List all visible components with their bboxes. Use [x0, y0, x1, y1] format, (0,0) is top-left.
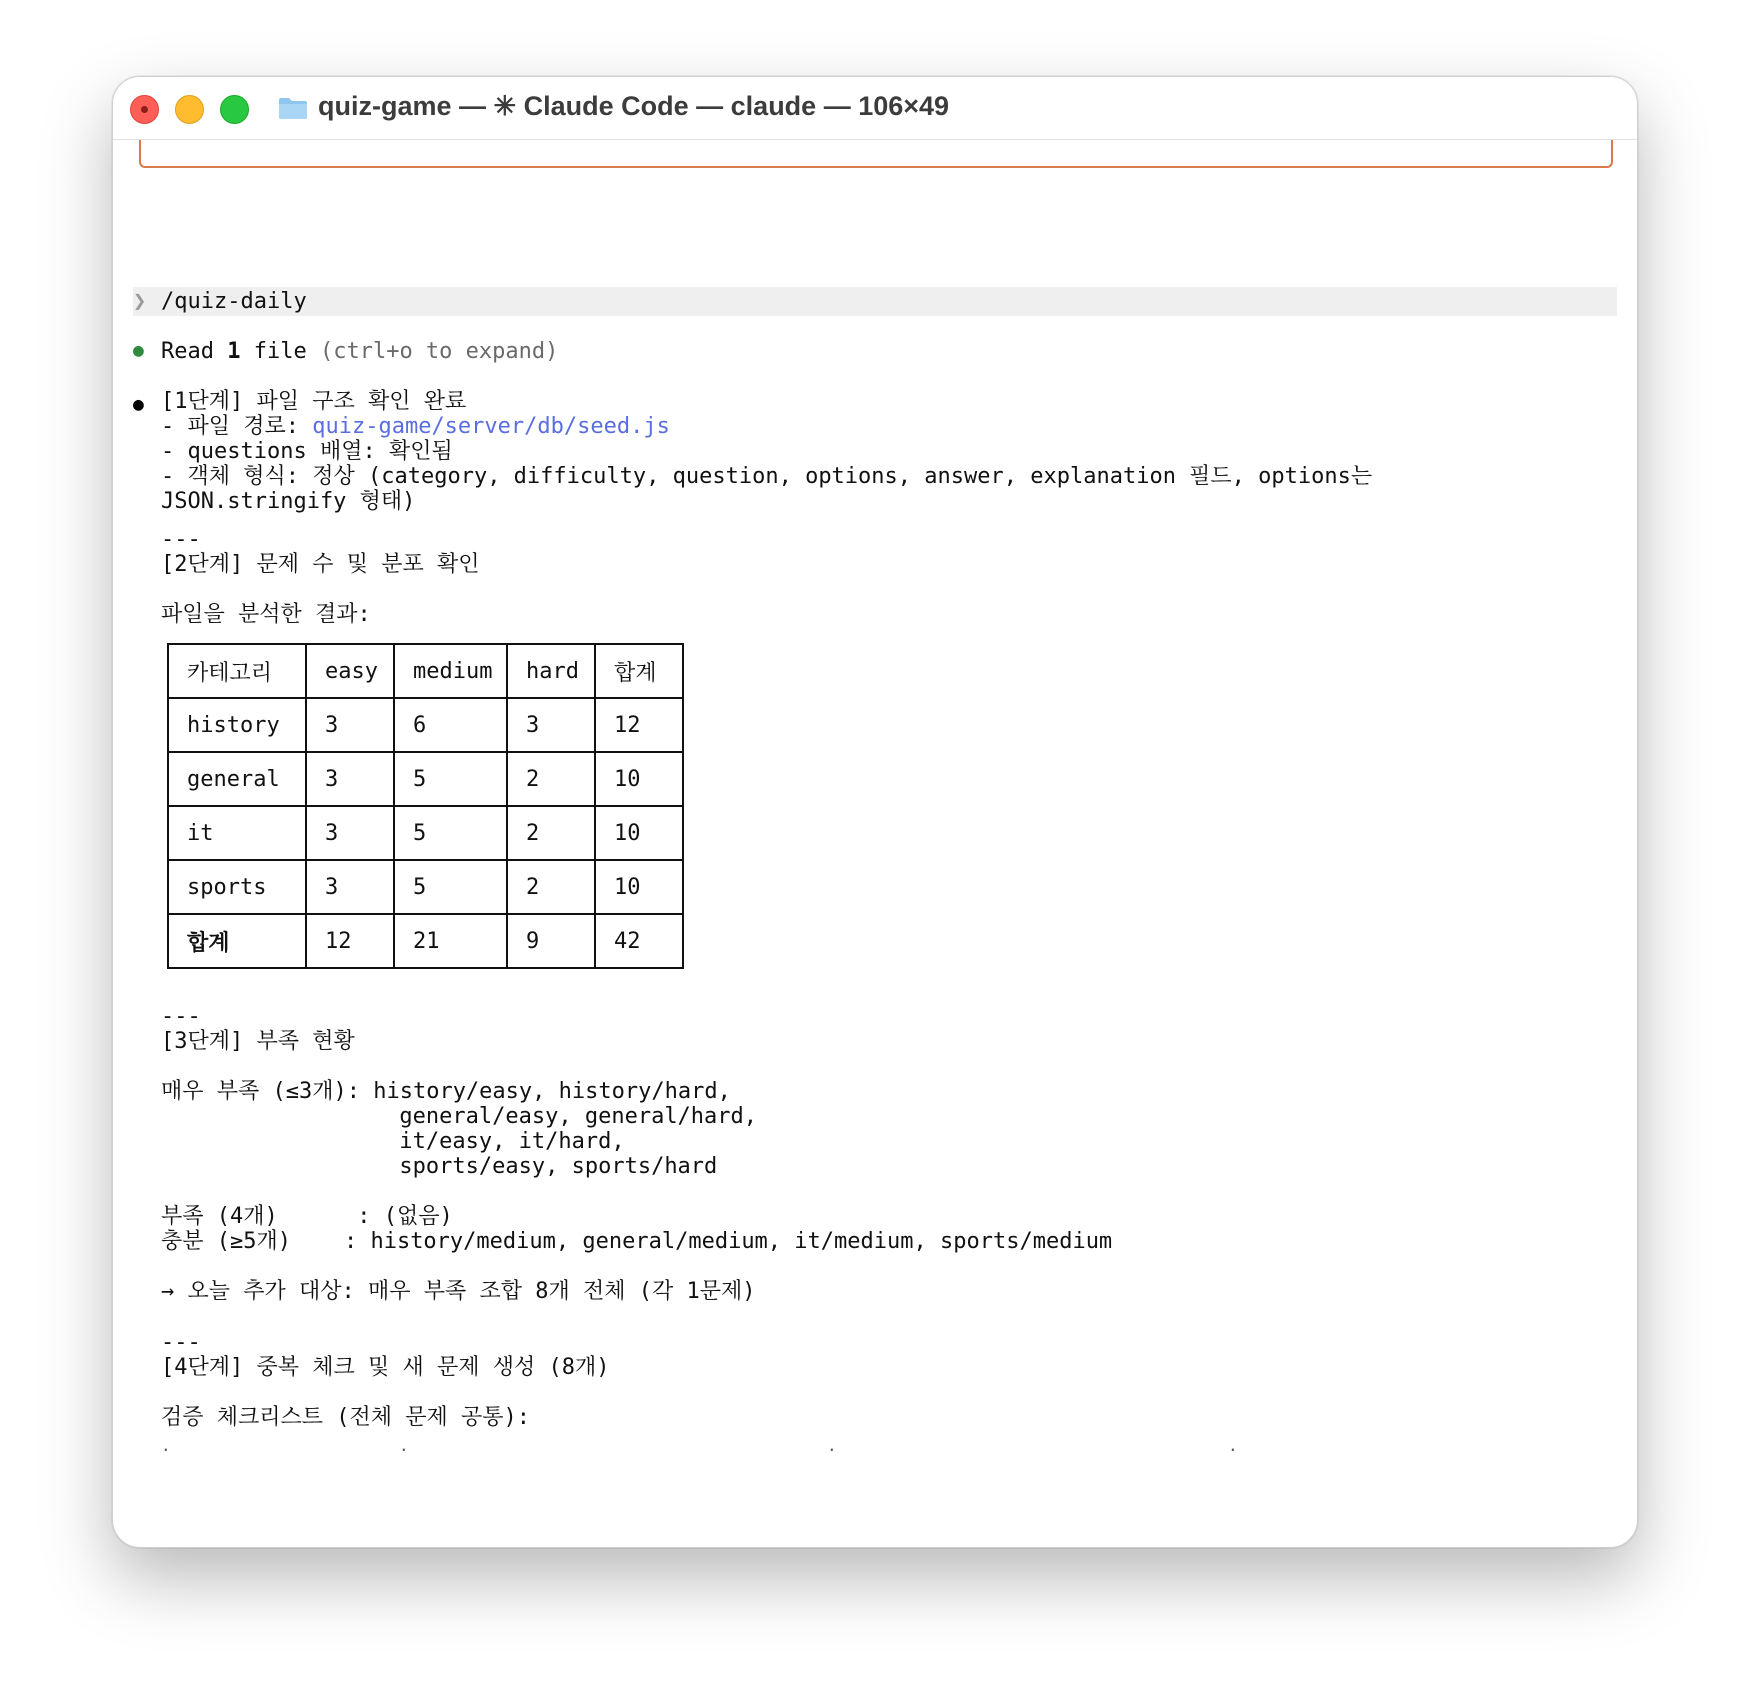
window-title: quiz-game — ✳ Claude Code — claude — 106×49	[318, 91, 950, 121]
table-header-cell: medium	[394, 644, 507, 698]
table-cell: 5	[394, 752, 507, 806]
expand-hint: (ctrl+o to expand)	[319, 339, 559, 364]
table-cell: 3	[306, 752, 394, 806]
table-cell: general	[168, 752, 306, 806]
truncated-mark: .	[1228, 1436, 1238, 1455]
table-cell: 3	[306, 698, 394, 752]
table-total-cell: 12	[306, 914, 394, 968]
folder-icon	[278, 96, 308, 120]
table-total-row	[168, 914, 683, 968]
table-header-cell: easy	[306, 644, 394, 698]
table-cell: sports	[168, 860, 306, 914]
distribution-table	[167, 643, 684, 969]
truncated-mark: .	[161, 1436, 171, 1455]
enough-line: 충분 (≥5개) : history/medium, general/medium, it/medium, sports/medium	[161, 1229, 1113, 1254]
read-prefix: Read	[161, 339, 228, 364]
divider: ---	[161, 1330, 201, 1355]
table-total-cell: 9	[507, 914, 595, 968]
step2-heading: [2단계] 문제 수 및 분포 확인	[161, 552, 480, 577]
table-cell: 6	[394, 698, 507, 752]
file-path-label: - 파일 경로:	[161, 414, 313, 439]
file-path-link[interactable]: quiz-game/server/db/seed.js	[312, 414, 670, 439]
very-short-line-1: 매우 부족 (≤3개): history/easy, history/hard,	[161, 1079, 731, 1104]
command-row-highlight	[133, 287, 1617, 316]
terminal-content[interactable]	[113, 140, 1637, 1547]
target-line: → 오늘 추가 대상: 매우 부족 조합 8개 전체 (각 1문제)	[161, 1279, 756, 1304]
title-bar	[113, 77, 1637, 140]
prompt-chevron-icon: ❯	[133, 289, 147, 314]
table-cell: 5	[394, 806, 507, 860]
zoom-button[interactable]	[220, 95, 249, 124]
table-header-cell: hard	[507, 644, 595, 698]
truncated-mark: .	[827, 1436, 837, 1455]
table-cell: it	[168, 806, 306, 860]
read-status-line	[161, 338, 558, 366]
array-line: - questions 배열: 확인됨	[161, 439, 453, 464]
table-cell: 10	[595, 860, 683, 914]
divider: ---	[161, 1004, 201, 1029]
table-header-cell: 카테고리	[168, 644, 306, 698]
very-short-line-2: general/easy, general/hard,	[161, 1104, 758, 1129]
message-bullet-icon: ●	[133, 394, 144, 415]
table-total-cell: 21	[394, 914, 507, 968]
short-line: 부족 (4개) : (없음)	[161, 1204, 453, 1229]
table-cell: 3	[306, 806, 394, 860]
object-format-line: - 객체 형식: 정상 (category, difficulty, question, options, answer, explanation 필드, options는	[161, 464, 1373, 489]
command-text: /quiz-daily	[161, 289, 307, 314]
table-row	[168, 860, 683, 914]
table-header-cell: 합계	[595, 644, 683, 698]
table-total-cell: 42	[595, 914, 683, 968]
table-cell: 12	[595, 698, 683, 752]
read-word: file	[240, 339, 320, 364]
table-cell: 3	[306, 860, 394, 914]
table-row	[168, 806, 683, 860]
table-cell: 3	[507, 698, 595, 752]
very-short-line-4: sports/easy, sports/hard	[161, 1154, 718, 1179]
table-cell: history	[168, 698, 306, 752]
step3-heading: [3단계] 부족 현황	[161, 1029, 355, 1054]
analysis-intro: 파일을 분석한 결과:	[161, 602, 371, 627]
table-cell: 2	[507, 752, 595, 806]
file-path-line	[161, 413, 670, 441]
read-count: 1	[227, 339, 241, 364]
minimize-button[interactable]	[175, 95, 204, 124]
table-cell: 10	[595, 806, 683, 860]
step1-heading: [1단계] 파일 구조 확인 완료	[161, 389, 467, 414]
table-row	[168, 752, 683, 806]
terminal-window	[112, 76, 1638, 1548]
very-short-line-3: it/easy, it/hard,	[161, 1129, 625, 1154]
table-cell: 5	[394, 860, 507, 914]
table-cell: 2	[507, 860, 595, 914]
close-button[interactable]	[130, 95, 159, 124]
table-cell: 10	[595, 752, 683, 806]
step4-heading: [4단계] 중복 체크 및 새 문제 생성 (8개)	[161, 1355, 610, 1380]
truncated-mark: .	[399, 1436, 409, 1455]
divider: ---	[161, 527, 201, 552]
object-format-line-2: JSON.stringify 형태)	[161, 489, 416, 514]
checklist-heading: 검증 체크리스트 (전체 문제 공통):	[161, 1405, 530, 1430]
table-row	[168, 698, 683, 752]
table-header-row	[168, 644, 683, 698]
table-cell: 2	[507, 806, 595, 860]
table-total-cell: 합계	[168, 914, 306, 968]
input-box-border	[139, 140, 1613, 168]
status-dot-icon: ●	[133, 340, 144, 361]
